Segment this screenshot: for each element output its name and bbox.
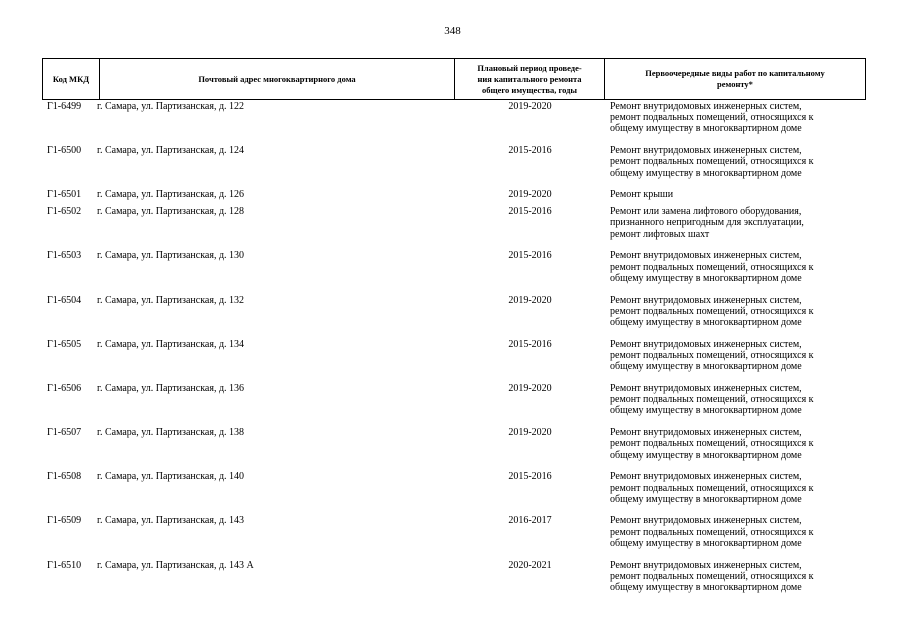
table-header <box>42 58 866 100</box>
row-code: Г1-6508 <box>47 471 82 483</box>
row-works-line: ремонт лифтовых шахт <box>610 228 710 240</box>
row-works <box>610 471 866 505</box>
row-works-line: Ремонт крыши <box>610 189 674 201</box>
table-row <box>42 206 866 250</box>
table-row <box>42 145 866 189</box>
page-number: 348 <box>444 25 461 37</box>
row-period: 2015-2016 <box>508 206 552 218</box>
row-code: Г1-6509 <box>47 515 82 527</box>
row-works-line: ремонт подвальных помещений, относящихся к <box>610 261 814 273</box>
row-code: Г1-6500 <box>47 145 82 157</box>
row-address: г. Самара, ул. Партизанская, д. 132 <box>97 294 245 306</box>
row-address: г. Самара, ул. Партизанская, д. 130 <box>97 250 245 262</box>
row-address: г. Самара, ул. Партизанская, д. 122 <box>97 101 245 112</box>
row-works <box>610 427 866 461</box>
header-code: Код МКД <box>43 59 100 100</box>
row-works-line: общему имуществу в многоквартирном доме <box>610 123 802 135</box>
row-period: 2015-2016 <box>508 471 552 483</box>
row-period: 2020-2021 <box>508 559 552 571</box>
row-address: г. Самара, ул. Партизанская, д. 134 <box>97 338 245 350</box>
row-code: Г1-6503 <box>47 250 82 262</box>
table-row <box>42 560 866 604</box>
row-period: 2019-2020 <box>508 382 552 394</box>
row-works <box>610 206 866 240</box>
row-works-line: общему имуществу в многоквартирном доме <box>610 167 802 179</box>
table-row <box>42 383 866 427</box>
row-works-line: общему имуществу в многоквартирном доме <box>610 361 802 373</box>
row-works-line: общему имуществу в многоквартирном доме <box>610 493 802 505</box>
row-works-line: Ремонт внутридомовых инженерных систем, <box>610 515 802 527</box>
table-row <box>42 295 866 339</box>
row-code: Г1-6505 <box>47 338 82 350</box>
row-works-line: Ремонт внутридомовых инженерных систем, <box>610 382 802 394</box>
row-works-line: ремонт подвальных помещений, относящихся к <box>610 438 814 450</box>
row-code: Г1-6507 <box>47 427 82 439</box>
row-address: г. Самара, ул. Партизанская, д. 138 <box>97 427 245 439</box>
row-period: 2015-2016 <box>508 338 552 350</box>
row-period: 2019-2020 <box>508 189 552 201</box>
header-works-line: Первоочередные виды работ по капитальному <box>645 68 825 78</box>
row-works <box>610 560 866 594</box>
row-works-line: общему имуществу в многоквартирном доме <box>610 582 802 594</box>
header-works-line: ремонту* <box>717 79 753 89</box>
row-works <box>610 383 866 417</box>
row-address: г. Самара, ул. Партизанская, д. 143 <box>97 515 245 527</box>
row-works <box>610 515 866 549</box>
header-period-line: ния капитального ремонта <box>477 73 582 84</box>
row-works-line: ремонт подвальных помещений, относящихся к <box>610 482 814 494</box>
row-works-line: общему имуществу в многоквартирном доме <box>610 272 802 284</box>
row-period: 2015-2016 <box>508 145 552 157</box>
row-works-line: Ремонт внутридомовых инженерных систем, <box>610 101 802 112</box>
row-works-line: ремонт подвальных помещений, относящихся к <box>610 112 814 124</box>
row-works-line: Ремонт внутридомовых инженерных систем, <box>610 559 802 571</box>
row-works-line: Ремонт внутридомовых инженерных систем, <box>610 471 802 483</box>
row-works-line: ремонт подвальных помещений, относящихся к <box>610 349 814 361</box>
header-works <box>605 59 866 100</box>
row-works-line: ремонт подвальных помещений, относящихся к <box>610 526 814 538</box>
row-works-line: Ремонт внутридомовых инженерных систем, <box>610 294 802 306</box>
row-works-line: Ремонт внутридомовых инженерных систем, <box>610 250 802 262</box>
row-code: Г1-6499 <box>47 101 82 112</box>
row-period: 2019-2020 <box>508 294 552 306</box>
row-works-line: ремонт подвальных помещений, относящихся к <box>610 570 814 582</box>
row-works-line: Ремонт внутридомовых инженерных систем, <box>610 338 802 350</box>
row-works <box>610 189 866 200</box>
row-works-line: Ремонт внутридомовых инженерных систем, <box>610 145 802 157</box>
row-works-line: признанного непригодным для эксплуатации, <box>610 217 804 229</box>
table-row <box>42 101 866 145</box>
row-works-line: общему имуществу в многоквартирном доме <box>610 449 802 461</box>
row-period: 2019-2020 <box>508 101 552 112</box>
row-works-line: ремонт подвальных помещений, относящихся к <box>610 156 814 168</box>
row-works-line: ремонт подвальных помещений, относящихся к <box>610 394 814 406</box>
header-address: Почтовый адрес многоквартирного дома <box>100 59 455 100</box>
row-works <box>610 339 866 373</box>
table-row <box>42 189 866 206</box>
table-row <box>42 250 866 294</box>
row-works-line: Ремонт или замена лифтового оборудования, <box>610 206 802 218</box>
row-works-line: общему имуществу в многоквартирном доме <box>610 316 802 328</box>
row-period: 2019-2020 <box>508 427 552 439</box>
row-works <box>610 145 866 179</box>
table-row <box>42 471 866 515</box>
row-works <box>610 295 866 329</box>
row-address: г. Самара, ул. Партизанская, д. 128 <box>97 206 245 218</box>
row-works-line: Ремонт внутридомовых инженерных систем, <box>610 427 802 439</box>
table-body <box>42 101 866 604</box>
row-code: Г1-6504 <box>47 294 82 306</box>
row-address: г. Самара, ул. Партизанская, д. 124 <box>97 145 245 157</box>
header-period <box>455 59 605 100</box>
row-code: Г1-6502 <box>47 206 82 218</box>
table-row <box>42 339 866 383</box>
row-works-line: общему имуществу в многоквартирном доме <box>610 405 802 417</box>
table-row <box>42 427 866 471</box>
row-code: Г1-6506 <box>47 382 82 394</box>
row-works-line: общему имуществу в многоквартирном доме <box>610 537 802 549</box>
row-period: 2015-2016 <box>508 250 552 262</box>
row-address: г. Самара, ул. Партизанская, д. 140 <box>97 471 245 483</box>
header-row <box>43 59 866 100</box>
row-period: 2016-2017 <box>508 515 552 527</box>
header-period-line: общего имущества, годы <box>481 84 578 95</box>
header-period-line: Плановый период проведе- <box>477 62 582 73</box>
row-code: Г1-6510 <box>47 559 82 571</box>
row-address: г. Самара, ул. Партизанская, д. 126 <box>97 189 245 201</box>
row-address: г. Самара, ул. Партизанская, д. 136 <box>97 382 245 394</box>
row-code: Г1-6501 <box>47 189 82 201</box>
row-works <box>610 250 866 284</box>
row-works-line: ремонт подвальных помещений, относящихся к <box>610 305 814 317</box>
row-works <box>610 101 866 135</box>
table-row <box>42 515 866 559</box>
row-address: г. Самара, ул. Партизанская, д. 143 А <box>97 559 254 571</box>
